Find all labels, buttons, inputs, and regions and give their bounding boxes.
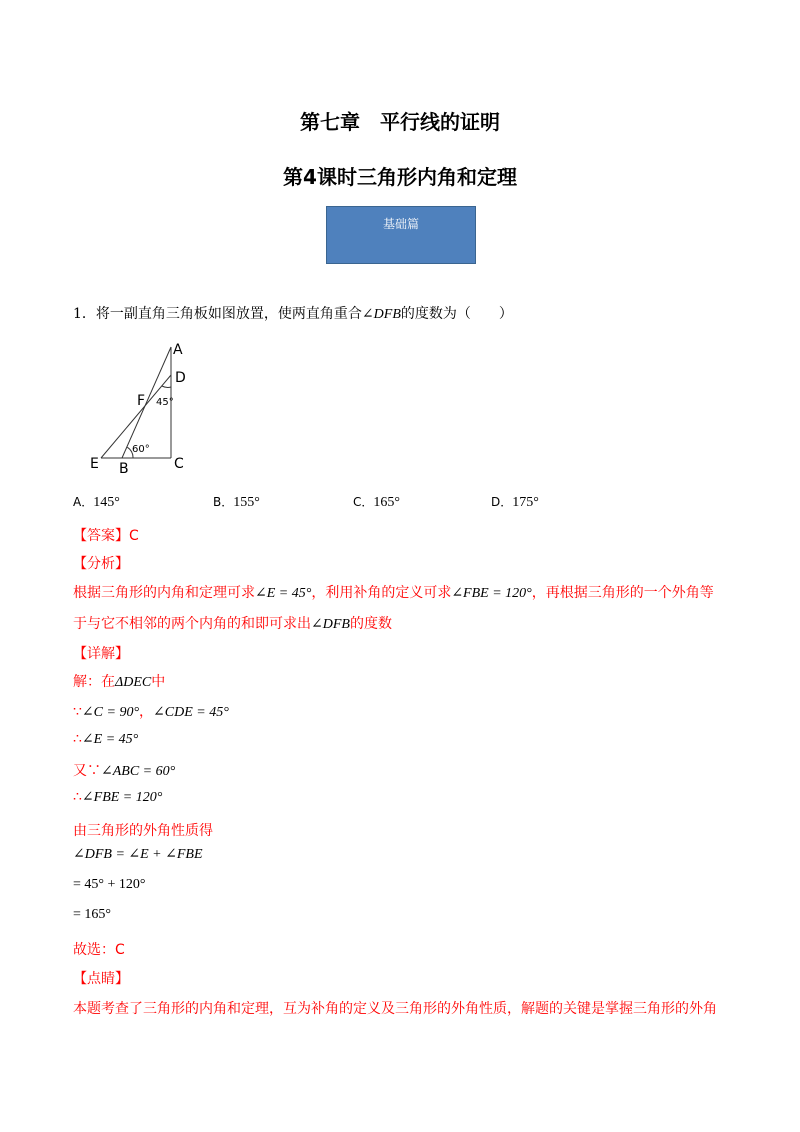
- detail-line-4: [73, 760, 175, 780]
- question-number: 1．: [73, 306, 96, 322]
- question-angle: ∠DFB: [361, 307, 401, 322]
- option-b-letter: B．: [213, 495, 234, 509]
- detail-line-8: = 45° + 120°: [73, 877, 146, 892]
- because-symbol-1: ∵: [73, 704, 82, 720]
- therefore-symbol-2: ∴: [73, 789, 82, 805]
- detail-line-1: [73, 671, 165, 691]
- answer-label: 【答案】: [73, 528, 129, 544]
- level-badge-label: 基础篇: [382, 217, 419, 231]
- label-B: B: [119, 461, 129, 477]
- comment-label: 【点睛】: [73, 971, 129, 987]
- analysis-line-2: [73, 613, 392, 633]
- option-c-value: 165°: [373, 495, 400, 510]
- question-text-after: 的度数为（ ）: [400, 306, 513, 322]
- analysis-text-1a: 根据三角形的内角和定理可求: [73, 585, 255, 601]
- option-b: [213, 491, 260, 511]
- label-F: F: [137, 393, 146, 409]
- option-d-value: 175°: [512, 495, 539, 510]
- analysis-text-1b: ，利用补角的定义可求: [311, 585, 452, 601]
- option-b-value: 155°: [233, 495, 260, 510]
- detail-sep-2: ，: [139, 704, 154, 720]
- detail-line-10: [73, 939, 125, 959]
- detail-label: 【详解】: [73, 646, 129, 662]
- analysis-text-2b: 的度数: [349, 616, 392, 632]
- question-text-before: 将一副直角三角板如图放置，使两直角重合: [95, 306, 362, 322]
- option-a-letter: A．: [73, 495, 94, 509]
- analysis-text-1c: ，再根据三角形的一个外角等: [531, 585, 714, 601]
- detail-line-3: [73, 731, 138, 748]
- detail-math-4: ∠E = 45°: [81, 732, 139, 747]
- answer-value: C: [129, 528, 139, 544]
- choose-value: C: [115, 942, 125, 958]
- option-a: [73, 491, 120, 511]
- detail-text-1a: 解：在: [73, 674, 115, 690]
- option-d: [491, 491, 539, 511]
- label-E: E: [90, 456, 99, 472]
- analysis-math-1: ∠E = 45°: [255, 586, 312, 601]
- detail-text-1b: 中: [151, 674, 166, 690]
- detail-line-6: 由三角形的外角性质得: [73, 823, 213, 839]
- comment-text: 本题考查了三角形的内角和定理，互为补角的定义及三角形的外角性质，解题的关键是掌握三角形的外角: [73, 1001, 717, 1017]
- angle-arc-45: [162, 386, 171, 387]
- option-a-value: 145°: [93, 495, 120, 510]
- level-badge: [326, 206, 476, 264]
- because-symbol-2: 又∵: [73, 763, 101, 779]
- label-D: D: [175, 370, 186, 386]
- label-angle-60: 60°: [132, 444, 150, 455]
- option-c: [353, 491, 400, 511]
- chapter-title: 第七章 平行线的证明: [300, 110, 500, 134]
- detail-math-5: ∠ABC = 60°: [101, 764, 176, 779]
- therefore-symbol-1: ∴: [73, 731, 82, 747]
- label-C: C: [174, 456, 184, 472]
- detail-math-2: ∠C = 90°: [81, 705, 140, 720]
- detail-math-6: ∠FBE = 120°: [81, 790, 163, 805]
- answer-line: [73, 525, 139, 545]
- detail-math-3: ∠CDE = 45°: [153, 705, 229, 720]
- detail-line-7: ∠DFB = ∠E + ∠FBE: [73, 847, 203, 862]
- label-A: A: [173, 342, 183, 358]
- detail-line-2: [73, 701, 229, 721]
- analysis-math-3: ∠DFB: [311, 617, 350, 632]
- option-d-letter: D．: [491, 495, 513, 509]
- detail-line-5: [73, 789, 162, 806]
- label-angle-45: 45°: [156, 397, 174, 408]
- analysis-line-1: [73, 582, 714, 602]
- detail-math-1: ΔDEC: [115, 675, 152, 690]
- option-c-letter: C．: [353, 495, 374, 509]
- analysis-label: 【分析】: [73, 556, 129, 572]
- analysis-text-2a: 于与它不相邻的两个内角的和即可求出: [73, 616, 311, 632]
- triangle-figure: [80, 335, 200, 480]
- choose-text: 故选：: [73, 942, 115, 958]
- question-stem: [73, 303, 513, 323]
- analysis-math-2: ∠FBE = 120°: [451, 586, 532, 601]
- detail-line-9: = 165°: [73, 907, 111, 922]
- lesson-title: 第4课时三角形内角和定理: [283, 165, 517, 189]
